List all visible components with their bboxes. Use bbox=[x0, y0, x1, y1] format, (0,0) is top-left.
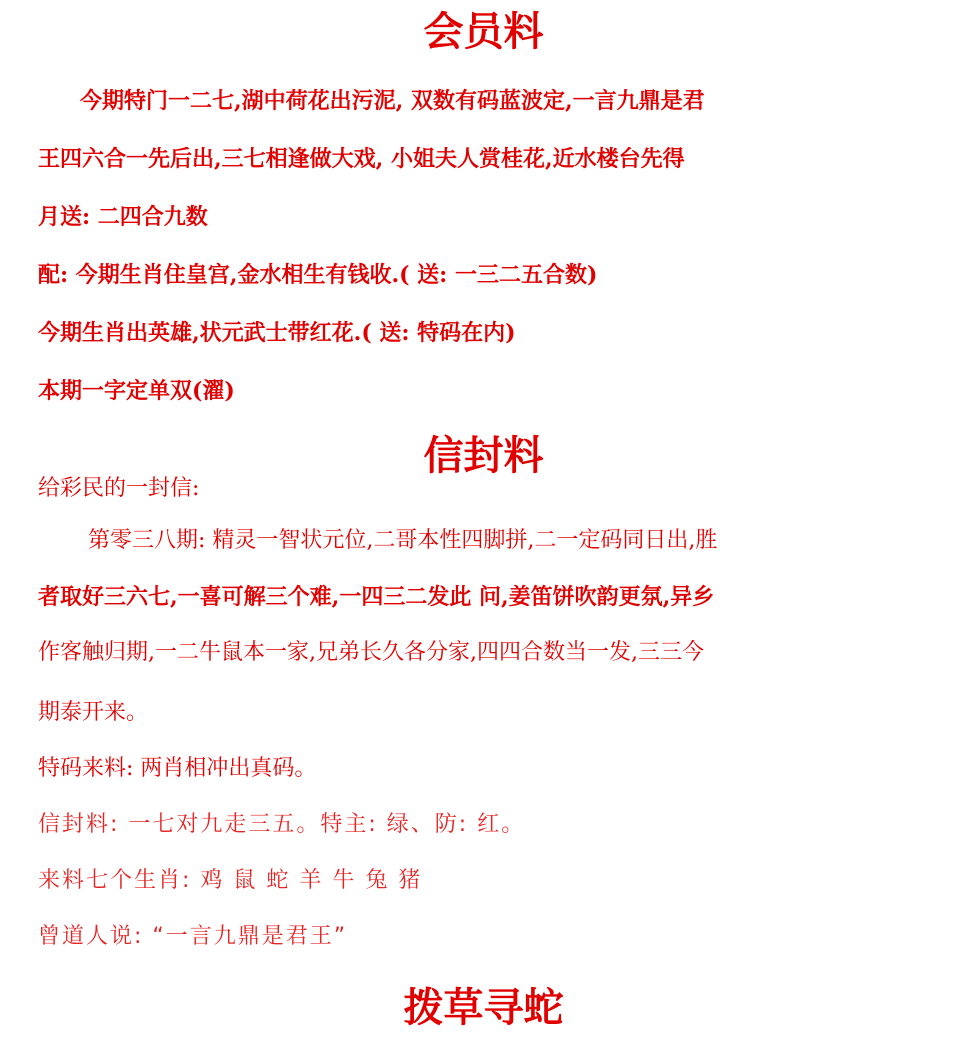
letter-line-4: 作客触归期,一二牛鼠本一家,兄弟长久各分家,四四合数当一发,三三今 bbox=[38, 640, 704, 665]
member-line-6: 本期一字定单双(濯) bbox=[38, 378, 235, 404]
letter-line-3: 者取好三六七,一喜可解三个难,一四三二发此 问,姜笛饼吹韵更氛,异乡 bbox=[38, 584, 715, 610]
letter-section-title: 信封料 bbox=[423, 433, 544, 479]
member-line-2: 王四六合一先后出,三七相逢做大戏, 小姐夫人赏桂花,近水楼台先得 bbox=[38, 146, 685, 172]
snake-section-title: 拨草寻蛇 bbox=[403, 985, 564, 1031]
letter-line-2: 第零三八期: 精灵一智状元位,二哥本性四脚拼,二一定码同日出,胜 bbox=[88, 528, 718, 553]
letter-line-7: 信封料: 一七对九走三五。特主: 绿、防: 红。 bbox=[38, 812, 526, 837]
member-line-5: 今期生肖出英雄,状元武士带红花.( 送: 特码在内) bbox=[38, 320, 516, 346]
letter-line-8: 来料七个生肖: 鸡 鼠 蛇 羊 牛 兔 猪 bbox=[38, 868, 423, 893]
member-line-4: 配: 今期生肖住皇宫,金水相生有钱收.( 送: 一三二五合数) bbox=[38, 262, 598, 288]
letter-line-5: 期泰开来。 bbox=[38, 700, 149, 725]
letter-line-1: 给彩民的一封信: bbox=[38, 476, 200, 501]
member-section-title: 会员料 bbox=[423, 9, 544, 55]
letter-line-6: 特码来料: 两肖相冲出真码。 bbox=[38, 756, 317, 781]
member-line-1: 今期特门一二七,湖中荷花出污泥, 双数有码蓝波定,一言九鼎是君 bbox=[80, 88, 705, 114]
letter-line-9: 曾道人说: “一言九鼎是君王” bbox=[38, 924, 348, 949]
member-line-3: 月送: 二四合九数 bbox=[38, 204, 208, 230]
